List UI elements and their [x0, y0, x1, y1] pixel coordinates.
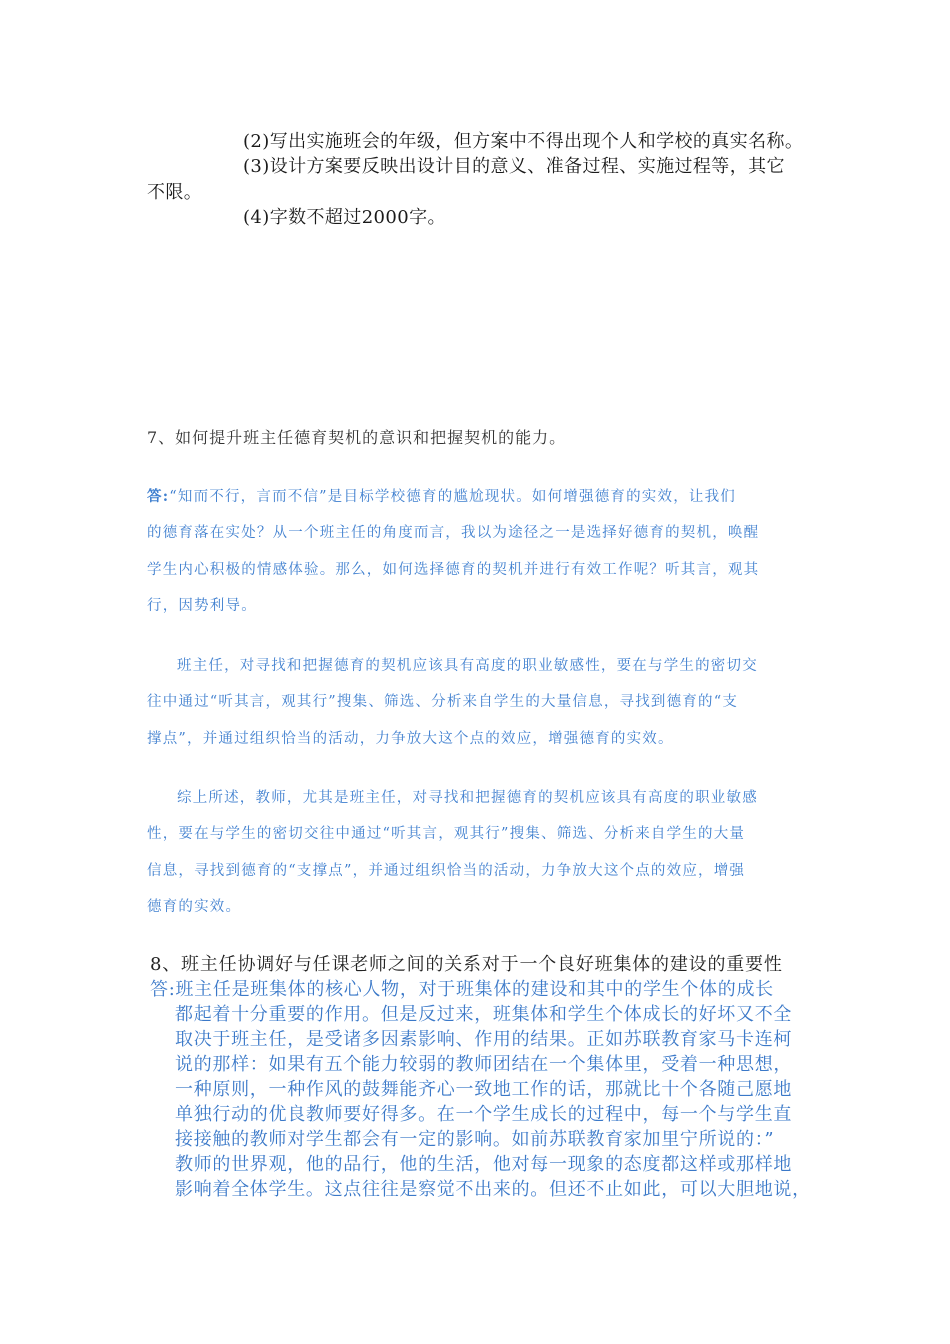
- answer-line: 的德育落在实处？从一个班主任的角度而言，我以为途径之一是选择好德育的契机，唤醒: [147, 525, 760, 541]
- answer-line: 一种原则，一种作风的鼓舞能齐心一致地工作的话，那就比十个各随己愿地: [175, 1079, 793, 1100]
- requirement-line: (4)字数不超过2000字。: [243, 207, 446, 228]
- answer-line: 学生内心积极的情感体验。那么，如何选择德育的契机并进行有效工作呢？听其言，观其: [147, 562, 760, 578]
- answer-line: 接接触的教师对学生都会有一定的影响。如前苏联教育家加里宁所说的：”: [175, 1129, 775, 1150]
- answer-line: 教师的世界观，他的品行，他的生活，他对每一现象的态度都这样或那样地: [175, 1154, 793, 1175]
- answer-line: 撑点”，并通过组织恰当的活动，力争放大这个点的效应，增强德育的实效。: [147, 731, 674, 747]
- question-8-title: 8、班主任协调好与任课老师之间的关系对于一个良好班集体的建设的重要性: [150, 954, 783, 975]
- answer-line: 综上所述，教师，尤其是班主任，对寻找和把握德育的契机应该具有高度的职业敏感: [177, 790, 758, 806]
- answer-line: 答:班主任是班集体的核心人物，对于班集体的建设和其中的学生个体的成长: [150, 979, 774, 1000]
- answer-line: 德育的实效。: [147, 899, 242, 915]
- answer-line: 单独行动的优良教师要好得多。在一个学生成长的过程中，每一个与学生直: [175, 1104, 793, 1125]
- answer-line: 都起着十分重要的作用。但是反过来，班集体和学生个体成长的好坏又不全: [175, 1004, 793, 1025]
- answer-line: 班主任，对寻找和把握德育的契机应该具有高度的职业敏感性，要在与学生的密切交: [177, 658, 758, 674]
- requirement-line: (2)写出实施班会的年级，但方案中不得出现个人和学校的真实名称。: [243, 131, 804, 152]
- answer-line: [147, 485, 736, 506]
- answer-line: 取决于班主任，是受诸多因素影响、作用的结果。正如苏联教育家马卡连柯: [175, 1029, 793, 1050]
- answer-text: “知而不行，言而不信”是目标学校德育的尴尬现状。如何增强德育的实效，让我们: [169, 489, 736, 505]
- requirement-line: (3)设计方案要反映出设计目的意义、准备过程、实施过程等，其它: [243, 156, 785, 177]
- requirement-line: 不限。: [147, 182, 203, 203]
- answer-label: 答:: [147, 488, 170, 505]
- answer-line: 信息，寻找到德育的“支撑点”，并通过组织恰当的活动，力争放大这个点的效应，增强: [147, 863, 746, 879]
- answer-line: 往中通过“听其言，观其行”搜集、筛选、分析来自学生的大量信息，寻找到德育的“支: [147, 694, 739, 710]
- answer-line: 影响着全体学生。这点往往是察觉不出来的。但还不止如此，可以大胆地说，: [175, 1179, 811, 1200]
- answer-line: 性，要在与学生的密切交往中通过“听其言，观其行”搜集、筛选、分析来自学生的大量: [147, 826, 746, 842]
- answer-line: 行，因势利导。: [147, 598, 257, 614]
- answer-line: 说的那样：如果有五个能力较弱的教师团结在一个集体里，受着一种思想，: [175, 1054, 793, 1075]
- question-7-title: 7、如何提升班主任德育契机的意识和把握契机的能力。: [147, 428, 567, 447]
